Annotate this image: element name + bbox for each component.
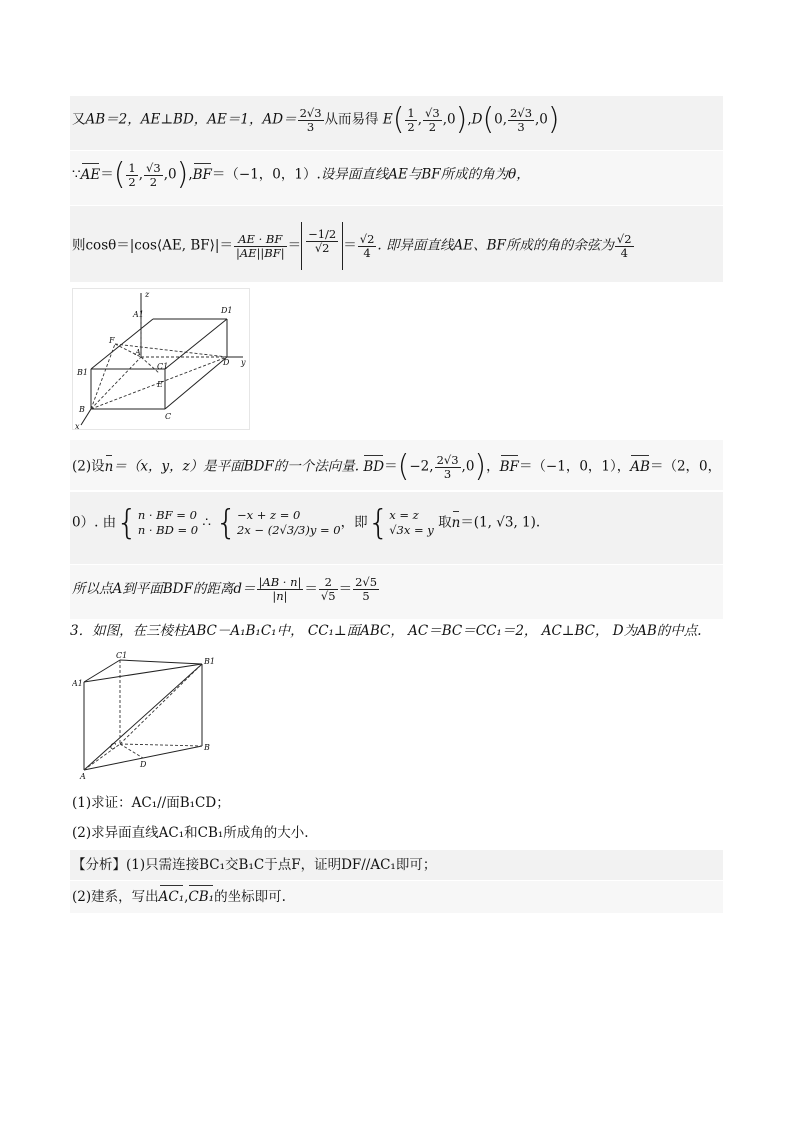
- numerator: √3: [425, 105, 440, 120]
- text: (2)设: [72, 458, 105, 475]
- label-a1: A1: [72, 679, 83, 688]
- numerator: −1/2: [308, 227, 337, 241]
- label-e: E: [157, 380, 163, 389]
- vector-bf: BF: [192, 166, 212, 183]
- vector-bd: BD: [363, 458, 385, 475]
- text: ＝（x，y，z）是平面BDF的一个法向量.: [113, 458, 360, 475]
- paren: (: [392, 102, 405, 137]
- cuboid-figure: [72, 288, 250, 430]
- text: ＝（−1，0，1），: [518, 458, 631, 475]
- point-label: D: [471, 111, 483, 128]
- denominator: √2: [314, 241, 330, 255]
- label-x: x: [75, 422, 80, 429]
- text: . 即异面直线AE、BF所成的角的余弦为: [377, 237, 614, 254]
- vector-ac1: AC₁: [158, 889, 185, 905]
- text: 从而易得: [324, 111, 379, 128]
- denominator: |AE||BF|: [235, 245, 285, 260]
- label-c1: C1: [157, 362, 169, 371]
- text: 所以点A到平面BDF的距离d＝: [72, 581, 256, 597]
- solution-line-2: ∵AE＝( $\frac{1}{2}$ , $\frac{√3}{2}$ ,0),BF＝（−1，0，1）.设异面直线AE与BF所成的角为θ，: [72, 157, 530, 192]
- label-y: y: [241, 358, 246, 367]
- text: ,0: [163, 166, 177, 183]
- denominator: 3: [443, 466, 452, 481]
- equation-system-3: [389, 508, 434, 538]
- equation-system-1: [138, 508, 198, 538]
- prism-figure: [72, 648, 222, 780]
- label-f: F: [109, 336, 115, 345]
- text: ＝: [287, 237, 302, 254]
- fraction: [257, 576, 304, 603]
- text: 0）. 由: [72, 514, 117, 531]
- fraction: [306, 228, 338, 255]
- point-label: E: [382, 111, 393, 128]
- paren: ): [176, 157, 189, 192]
- paren: (: [482, 102, 495, 137]
- paren: ): [547, 102, 560, 137]
- equation: −x + z = 0: [236, 508, 301, 522]
- text: ＝（2，0，: [649, 458, 722, 475]
- label-a: A: [135, 348, 141, 357]
- absolute-value: [301, 222, 343, 270]
- brace: {: [116, 503, 138, 543]
- equation-system-2: [237, 508, 341, 538]
- denominator: 3: [306, 119, 315, 134]
- denominator: 4: [620, 245, 628, 260]
- numerator: √2: [616, 231, 632, 246]
- numerator: AE · BF: [234, 233, 287, 247]
- equation: n · BF = 0: [137, 508, 197, 522]
- brace: {: [367, 503, 390, 543]
- analysis-line-2: [72, 888, 286, 906]
- solution-line-3: [72, 222, 635, 270]
- text: ＝(1, √3, 1).: [460, 514, 541, 531]
- fraction: [298, 107, 324, 134]
- text: (2)求异面直线AC₁和CB₁所成角的大小.: [72, 825, 309, 841]
- text: ＝: [304, 581, 318, 597]
- denominator: √5: [320, 589, 336, 603]
- text: ,0: [461, 458, 475, 475]
- fraction: [234, 233, 287, 260]
- numerator: 2√3: [510, 105, 533, 120]
- equation: x = z: [389, 508, 419, 522]
- text: AB＝2，AE⊥BD，AE＝1，AD＝: [85, 111, 297, 128]
- text: −2,: [409, 458, 434, 475]
- numerator: √3: [146, 160, 161, 175]
- cuboid-diagram: [73, 289, 249, 429]
- solution-line-6: [72, 576, 380, 603]
- therefore-symbol: ∴: [202, 514, 212, 531]
- text: 则cosθ＝|cos⟨AE, BF⟩|＝: [72, 237, 233, 254]
- label-c: C: [110, 742, 117, 751]
- numerator: √2: [359, 231, 375, 246]
- problem-3-statement: [70, 622, 702, 640]
- fraction: [615, 233, 634, 260]
- fraction: [319, 576, 338, 603]
- fraction: [405, 107, 416, 134]
- denominator: 3: [517, 119, 525, 134]
- vector-n: n: [451, 514, 461, 531]
- text: 【分析】(1)只需连接BC₁交B₁C于点F，证明DF//AC₁即可；: [72, 857, 437, 873]
- text: 又: [72, 111, 86, 128]
- numerator: 2√3: [436, 452, 459, 467]
- prism-diagram: [72, 648, 222, 780]
- denominator: 2: [428, 119, 437, 134]
- label-b: B: [79, 405, 85, 414]
- solution-line-1: 又AB＝2，AE⊥BD，AE＝1，AD＝ $\frac{2√3}{3}$ 从而易得 E( $\frac{1}{2}$ , $\frac{√3}{2}$ ,0),D(0, $\frac{2√3}{3}$ ,0): [72, 102, 560, 137]
- equation: 2x − (2√3/3)y = 0: [236, 523, 341, 537]
- label-d: D: [140, 760, 147, 769]
- fraction: [435, 454, 461, 481]
- text: 3．如图，在三棱柱ABC－A₁B₁C₁中， CC₁⊥面ABC， AC＝BC＝CC₁＝2， AC⊥BC， D为AB的中点.: [70, 623, 702, 639]
- paren: (: [397, 449, 410, 484]
- label-z: z: [145, 290, 150, 299]
- text: 设异面直线AE与BF所成的角为θ，: [320, 166, 530, 183]
- fraction: [358, 233, 377, 260]
- vector-ae: AE: [80, 166, 101, 183]
- label-a: A: [80, 772, 86, 780]
- numerator: 1: [407, 105, 415, 120]
- fraction: [126, 162, 137, 189]
- fraction: [144, 162, 163, 189]
- fraction: [353, 576, 379, 603]
- denominator: 2: [407, 119, 415, 134]
- vector-n: n: [104, 458, 114, 475]
- numerator: 2: [319, 576, 338, 590]
- denominator: 2: [128, 174, 136, 189]
- denominator: |n|: [272, 589, 288, 603]
- equation: √3x = y: [389, 523, 434, 537]
- text: 0,: [494, 111, 508, 128]
- solution-line-4: (2)设n＝（x，y，z）是平面BDF的一个法向量. BD＝(−2, $\frac{2√3}{3}$ ,0)，BF＝（−1，0，1），AB＝（2，0，: [72, 449, 722, 484]
- paren: (: [113, 157, 126, 192]
- vector-ab: AB: [630, 458, 650, 475]
- label-d1: D1: [221, 306, 233, 315]
- text: ＝: [338, 581, 353, 597]
- text: (2)建系，写出: [72, 889, 159, 905]
- text: ＝: [100, 166, 114, 183]
- text: (1)求证：AC₁//面B₁CD；: [72, 795, 230, 811]
- analysis-line-1: [72, 856, 436, 874]
- label-c: C: [165, 412, 172, 421]
- equation: n · BD = 0: [137, 523, 199, 537]
- vector-bf: BF: [499, 458, 519, 475]
- label-c1: C1: [116, 651, 128, 660]
- text: ，即: [340, 514, 368, 531]
- text: 取: [438, 514, 452, 531]
- question-2: [72, 824, 309, 842]
- text: ＝（−1，0，1）.: [211, 166, 321, 183]
- fraction: [508, 107, 534, 134]
- text: ,0: [535, 111, 548, 128]
- fraction: [423, 107, 442, 134]
- denominator: 4: [363, 245, 371, 260]
- numerator: 2√3: [299, 105, 322, 120]
- text: ＝: [343, 237, 357, 254]
- paren: ): [455, 102, 468, 137]
- label-a1: A1: [133, 310, 144, 319]
- brace: {: [215, 503, 237, 543]
- numerator: 2√5: [355, 575, 378, 589]
- label-b1: B1: [77, 368, 88, 377]
- numerator: 1: [128, 160, 136, 175]
- paren: ): [474, 449, 487, 484]
- solution-line-5: [72, 503, 541, 543]
- therefore-symbol: ∵: [72, 166, 81, 183]
- denominator: 2: [149, 174, 158, 189]
- vector-cb1: CB₁: [188, 889, 215, 905]
- text: 的坐标即可.: [214, 889, 286, 905]
- label-d: D: [223, 358, 230, 367]
- label-b: B: [204, 743, 210, 752]
- text: ,0: [442, 111, 456, 128]
- numerator: |AB · n|: [258, 575, 302, 589]
- label-b1: B1: [204, 657, 215, 666]
- denominator: 5: [362, 589, 370, 603]
- text: ,: [184, 889, 189, 905]
- question-1: [72, 794, 230, 812]
